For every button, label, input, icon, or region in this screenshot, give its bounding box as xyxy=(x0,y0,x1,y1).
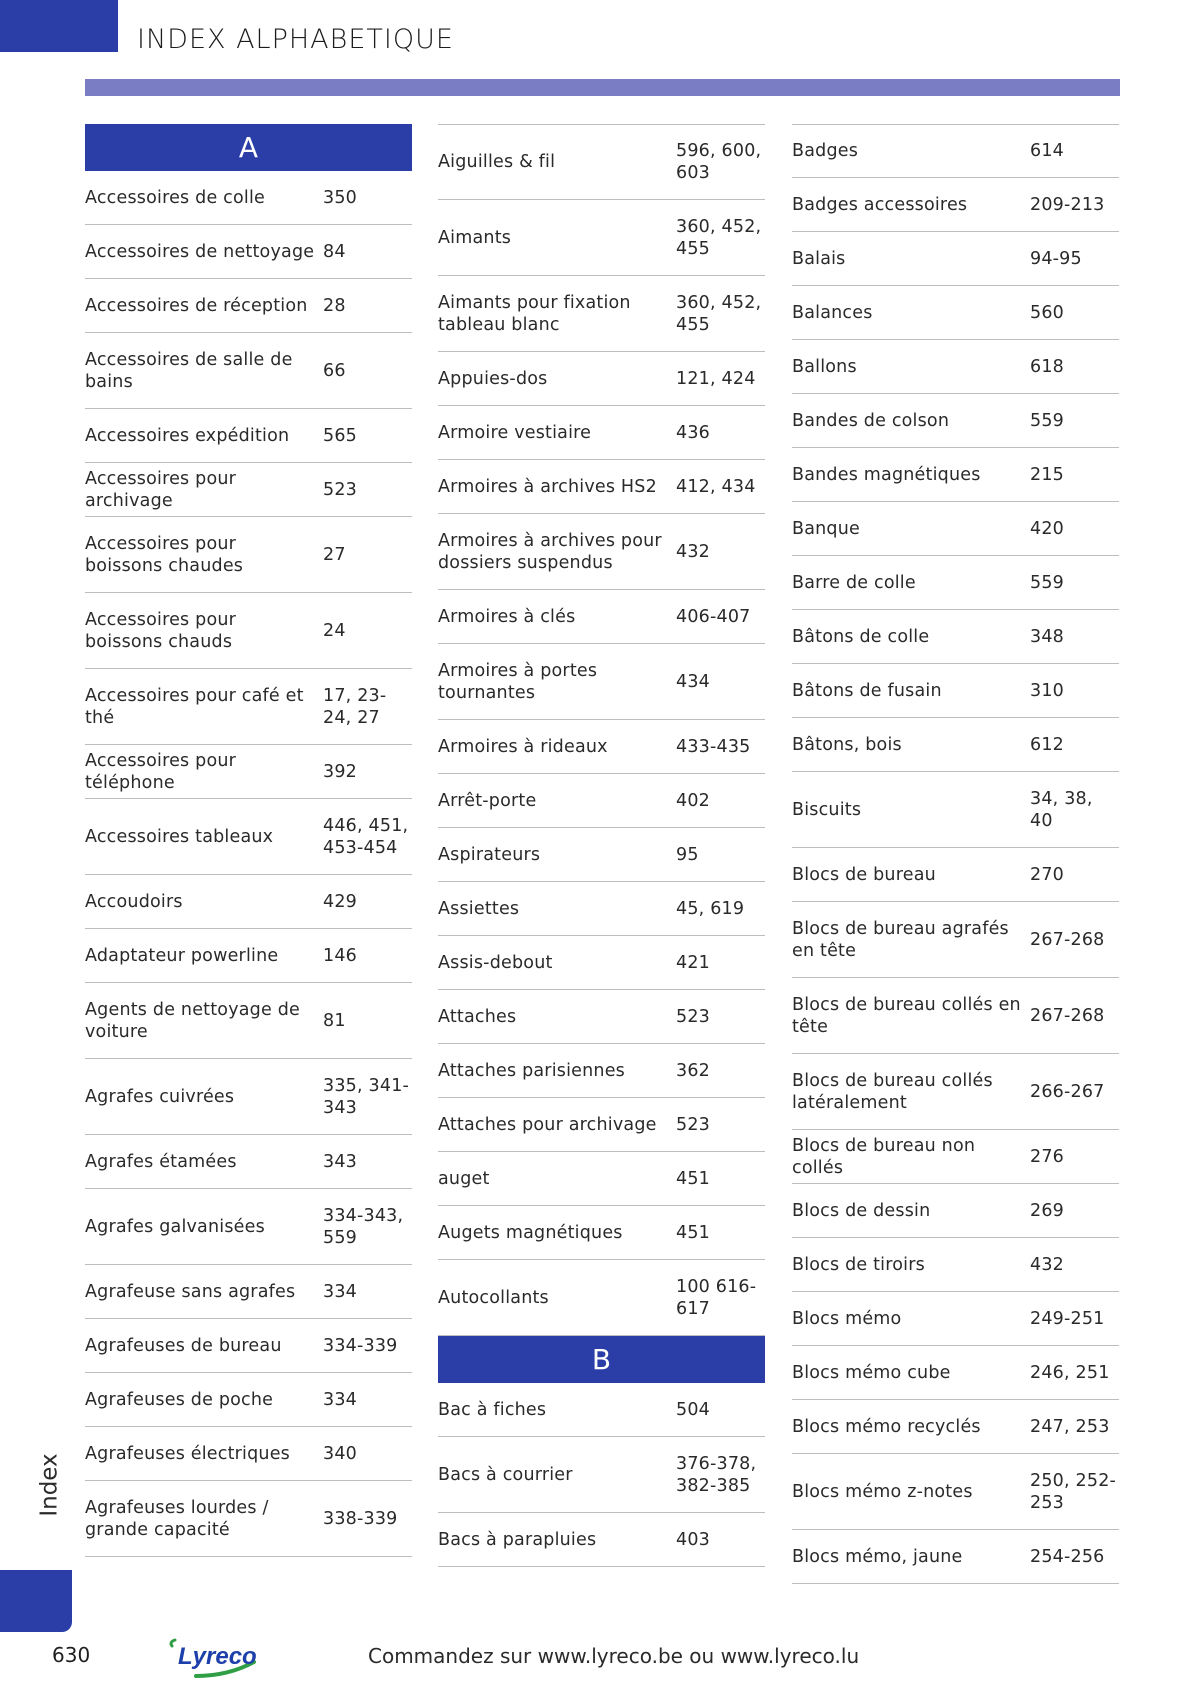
entry-pages: 335, 341-343 xyxy=(323,1075,410,1118)
entry-pages: 446, 451, 453-454 xyxy=(323,815,409,858)
entry-pages: 436 xyxy=(676,422,711,443)
entry-name: Badges xyxy=(792,141,859,161)
index-entry xyxy=(85,1481,412,1557)
index-entry xyxy=(792,502,1119,556)
entry-name: Aspirateurs xyxy=(438,844,541,865)
index-entry xyxy=(438,1152,765,1206)
entry-name: Accoudoirs xyxy=(85,891,183,912)
entry-name: Bandes de colson xyxy=(792,410,950,431)
entry-pages: 267-268 xyxy=(1030,929,1105,950)
index-entry xyxy=(85,279,412,333)
index-entry xyxy=(438,406,765,460)
index-entry xyxy=(438,1098,765,1152)
index-entry xyxy=(438,1260,765,1336)
lyreco-logo xyxy=(166,1636,262,1680)
entry-name: Bâtons de fusain xyxy=(792,680,942,701)
entry-name: Biscuits xyxy=(792,799,862,820)
page-title: INDEX ALPHABETIQUE xyxy=(137,24,454,55)
entry-name: Agrafes cuivrées xyxy=(85,1086,235,1107)
entry-pages: 24 xyxy=(323,620,346,641)
entry-name: Agrafeuses électriques xyxy=(85,1443,291,1464)
index-entry xyxy=(792,610,1119,664)
entry-name: Bac à fiches xyxy=(438,1399,547,1420)
index-entry xyxy=(792,848,1119,902)
entry-name: Blocs de bureau collés en tête xyxy=(792,994,1021,1037)
index-entry xyxy=(438,882,765,936)
entry-name: Adaptateur powerline xyxy=(85,945,279,966)
entry-pages: 94-95 xyxy=(1030,248,1082,269)
index-entry xyxy=(792,1454,1119,1530)
entry-name: Armoires à clés xyxy=(438,606,576,627)
index-entry xyxy=(792,232,1119,286)
index-entry xyxy=(85,1373,412,1427)
side-label xyxy=(30,1445,70,1525)
index-entry xyxy=(85,463,412,517)
index-entry xyxy=(85,745,412,799)
index-entry xyxy=(85,225,412,279)
entry-pages: 420 xyxy=(1030,518,1065,539)
entry-pages: 45, 619 xyxy=(676,898,745,919)
entry-name: Barre de colle xyxy=(792,572,916,593)
entry-pages: 451 xyxy=(676,1168,711,1189)
entry-pages: 433-435 xyxy=(676,736,751,757)
entry-name: Assiettes xyxy=(438,898,520,919)
entry-name: Accessoires de réception xyxy=(85,295,308,316)
entry-pages: 66 xyxy=(323,360,346,381)
index-entry xyxy=(792,1054,1119,1130)
index-entry xyxy=(792,124,1119,178)
index-entry xyxy=(85,1135,412,1189)
entry-pages: 249-251 xyxy=(1030,1308,1105,1329)
index-entry xyxy=(792,664,1119,718)
index-entry xyxy=(85,1427,412,1481)
entry-name: Balances xyxy=(792,302,873,323)
index-entry xyxy=(792,1400,1119,1454)
index-entry xyxy=(438,1383,765,1437)
entry-pages: 403 xyxy=(676,1529,711,1550)
index-entry xyxy=(438,460,765,514)
index-column-2 xyxy=(438,124,765,1567)
entry-pages: 612 xyxy=(1030,734,1065,755)
entry-name: Accessoires de nettoyage xyxy=(85,241,315,262)
index-entry xyxy=(792,772,1119,848)
entry-name: Armoires à archives HS2 xyxy=(438,476,657,497)
entry-pages: 559 xyxy=(1030,572,1065,593)
entry-pages: 334-343, 559 xyxy=(323,1205,404,1248)
index-entry xyxy=(85,333,412,409)
entry-name: Bacs à parapluies xyxy=(438,1529,597,1550)
index-entry xyxy=(792,1184,1119,1238)
index-entry xyxy=(85,593,412,669)
index-entry xyxy=(85,1319,412,1373)
entry-pages: 596, 600, 603 xyxy=(676,141,762,183)
title-bar xyxy=(85,79,1120,96)
entry-name: Accessoires pour boissons chauds xyxy=(85,609,237,652)
entry-pages: 338-339 xyxy=(323,1508,398,1529)
entry-pages: 246, 251 xyxy=(1030,1362,1110,1383)
entry-name: Blocs de tiroirs xyxy=(792,1254,925,1275)
index-entry xyxy=(438,1513,765,1567)
entry-pages: 559 xyxy=(1030,410,1065,431)
entry-pages: 376-378, 382-385 xyxy=(676,1453,757,1496)
index-entry xyxy=(438,352,765,406)
entry-name: Bâtons de colle xyxy=(792,626,930,647)
entry-pages: 560 xyxy=(1030,302,1065,323)
entry-pages: 334 xyxy=(323,1281,358,1302)
index-entry xyxy=(438,720,765,774)
entry-pages: 523 xyxy=(676,1114,711,1135)
index-entry xyxy=(85,1189,412,1265)
entry-pages: 254-256 xyxy=(1030,1546,1105,1567)
entry-pages: 95 xyxy=(676,844,699,865)
entry-name: Bandes magnétiques xyxy=(792,464,981,485)
index-entry xyxy=(85,1059,412,1135)
entry-pages: 17, 23-24, 27 xyxy=(323,685,387,728)
index-column-1 xyxy=(85,124,412,1557)
entry-pages: 392 xyxy=(323,761,358,782)
entry-name: Assis-debout xyxy=(438,952,553,973)
entry-pages: 451 xyxy=(676,1222,711,1243)
entry-pages: 84 xyxy=(323,241,346,262)
index-entry xyxy=(792,1238,1119,1292)
entry-name: Bâtons, bois xyxy=(792,734,902,755)
entry-name: Blocs de dessin xyxy=(792,1200,931,1221)
index-entry xyxy=(792,902,1119,978)
entry-pages: 310 xyxy=(1030,680,1065,701)
index-entry xyxy=(792,556,1119,610)
entry-pages: 81 xyxy=(323,1010,346,1031)
index-entry xyxy=(438,1044,765,1098)
entry-pages: 421 xyxy=(676,952,711,973)
entry-name: Blocs mémo cube xyxy=(792,1362,951,1383)
index-entry xyxy=(85,1265,412,1319)
entry-name: Blocs mémo recyclés xyxy=(792,1416,981,1437)
entry-pages: 565 xyxy=(323,425,358,446)
letter-header: A xyxy=(85,124,412,171)
entry-pages: 250, 252-253 xyxy=(1030,1470,1117,1513)
index-entry xyxy=(438,828,765,882)
index-entry xyxy=(438,644,765,720)
entry-name: Aimants pour fixation tableau blanc xyxy=(438,292,631,335)
entry-pages: 266-267 xyxy=(1030,1081,1105,1102)
entry-name: Autocollants xyxy=(438,1287,549,1308)
entry-pages: 406-407 xyxy=(676,606,751,627)
index-entry xyxy=(792,448,1119,502)
side-tab xyxy=(0,1570,72,1632)
index-entry xyxy=(85,409,412,463)
entry-name: Attaches parisiennes xyxy=(438,1060,625,1081)
entry-pages: 360, 452, 455 xyxy=(676,216,762,259)
entry-pages: 523 xyxy=(676,1006,711,1027)
entry-name: Blocs mémo, jaune xyxy=(792,1546,963,1567)
entry-name: Agrafeuses de bureau xyxy=(85,1335,282,1356)
entry-pages: 340 xyxy=(323,1443,358,1464)
entry-name: Blocs de bureau collés latéralement xyxy=(792,1070,993,1113)
entry-name: Armoires à portes tournantes xyxy=(438,660,598,703)
entry-name: Banque xyxy=(792,518,860,539)
index-entry xyxy=(85,983,412,1059)
entry-name: Attaches pour archivage xyxy=(438,1114,657,1135)
entry-pages: 523 xyxy=(323,479,358,500)
entry-name: Badges accessoires xyxy=(792,194,968,215)
entry-name: Arrêt-porte xyxy=(438,790,537,811)
entry-name: Accessoires pour boissons chaudes xyxy=(85,533,244,576)
logo-text: Lyreco xyxy=(178,1643,257,1670)
order-url-text: Commandez sur www.lyreco.be ou www.lyreco.lu xyxy=(368,1644,860,1668)
index-entry xyxy=(438,1437,765,1513)
entry-pages: 121, 424 xyxy=(676,368,756,389)
page-number: 630 xyxy=(52,1643,91,1667)
entry-name: Accessoires pour archivage xyxy=(85,468,237,511)
index-entry xyxy=(438,990,765,1044)
entry-pages: 432 xyxy=(1030,1254,1065,1275)
entry-pages: 350 xyxy=(323,187,358,208)
entry-name: Accessoires pour café et thé xyxy=(85,685,304,728)
entry-name: Blocs de bureau xyxy=(792,864,936,885)
index-entry xyxy=(85,669,412,745)
index-entry xyxy=(792,340,1119,394)
entry-pages: 27 xyxy=(323,544,346,565)
entry-pages: 402 xyxy=(676,790,711,811)
entry-name: Blocs de bureau agrafés en tête xyxy=(792,918,1009,961)
index-entry xyxy=(438,276,765,352)
letter-header: B xyxy=(438,1336,765,1383)
entry-pages: 434 xyxy=(676,671,711,692)
entry-pages: 618 xyxy=(1030,356,1065,377)
index-entry xyxy=(438,590,765,644)
entry-name: Bacs à courrier xyxy=(438,1464,573,1485)
entry-pages: 429 xyxy=(323,891,358,912)
entry-pages: 412, 434 xyxy=(676,476,756,497)
entry-pages: 362 xyxy=(676,1060,711,1081)
index-entry xyxy=(85,517,412,593)
entry-pages: 432 xyxy=(676,541,711,562)
entry-pages: 334 xyxy=(323,1389,358,1410)
entry-name: Accessoires de salle de bains xyxy=(85,349,293,392)
index-entry xyxy=(792,1530,1119,1584)
entry-name: Armoires à rideaux xyxy=(438,736,608,757)
index-column-3 xyxy=(792,124,1119,1584)
entry-pages: 360, 452, 455 xyxy=(676,292,762,335)
entry-pages: 215 xyxy=(1030,464,1065,485)
side-label-text: Index xyxy=(37,1453,64,1517)
entry-name: Agrafeuses de poche xyxy=(85,1389,274,1410)
entry-pages: 614 xyxy=(1030,141,1065,161)
index-entry xyxy=(438,936,765,990)
entry-pages: 504 xyxy=(676,1399,711,1420)
index-entry xyxy=(792,394,1119,448)
entry-name: Augets magnétiques xyxy=(438,1222,623,1243)
entry-name: Accessoires tableaux xyxy=(85,826,274,847)
entry-name: Agrafes galvanisées xyxy=(85,1216,265,1237)
entry-name: Aimants xyxy=(438,227,512,248)
entry-name: Armoires à archives pour dossiers suspendus xyxy=(438,530,662,573)
entry-name: Blocs mémo xyxy=(792,1308,902,1329)
entry-name: Accessoires de colle xyxy=(85,187,265,208)
entry-name: Armoire vestiaire xyxy=(438,422,592,443)
index-entry xyxy=(85,171,412,225)
entry-pages: 276 xyxy=(1030,1146,1065,1167)
index-entry xyxy=(85,799,412,875)
index-entry xyxy=(85,929,412,983)
index-entry xyxy=(438,200,765,276)
entry-name: Blocs mémo z-notes xyxy=(792,1481,973,1502)
index-entry xyxy=(792,718,1119,772)
entry-name: Agents de nettoyage de voiture xyxy=(85,999,300,1042)
entry-name: Attaches xyxy=(438,1006,517,1027)
entry-pages: 270 xyxy=(1030,864,1065,885)
entry-name: auget xyxy=(438,1168,490,1189)
index-entry xyxy=(792,178,1119,232)
entry-pages: 247, 253 xyxy=(1030,1416,1110,1437)
entry-pages: 334-339 xyxy=(323,1335,398,1356)
index-entry xyxy=(792,1130,1119,1184)
entry-name: Aiguilles & fil xyxy=(438,152,556,172)
entry-pages: 209-213 xyxy=(1030,194,1105,215)
index-entry xyxy=(792,978,1119,1054)
entry-pages: 146 xyxy=(323,945,358,966)
entry-name: Blocs de bureau non collés xyxy=(792,1135,976,1178)
entry-name: Accessoires pour téléphone xyxy=(85,750,237,793)
entry-pages: 28 xyxy=(323,295,346,316)
index-entry xyxy=(792,286,1119,340)
entry-name: Balais xyxy=(792,248,846,269)
entry-name: Accessoires expédition xyxy=(85,425,290,446)
index-entry xyxy=(438,124,765,200)
entry-name: Agrafeuse sans agrafes xyxy=(85,1281,296,1302)
index-entry xyxy=(438,514,765,590)
index-entry xyxy=(85,875,412,929)
entry-pages: 269 xyxy=(1030,1200,1065,1221)
index-entry xyxy=(438,774,765,828)
entry-pages: 348 xyxy=(1030,626,1065,647)
corner-block xyxy=(0,0,118,52)
entry-pages: 343 xyxy=(323,1151,358,1172)
entry-name: Ballons xyxy=(792,356,857,377)
index-entry xyxy=(792,1292,1119,1346)
entry-name: Agrafes étamées xyxy=(85,1151,237,1172)
entry-name: Appuies-dos xyxy=(438,368,548,389)
index-entry xyxy=(792,1346,1119,1400)
entry-name: Agrafeuses lourdes / grande capacité xyxy=(85,1497,269,1540)
entry-pages: 267-268 xyxy=(1030,1005,1105,1026)
entry-pages: 34, 38, 40 xyxy=(1030,788,1093,831)
entry-pages: 100 616-617 xyxy=(676,1276,757,1319)
index-entry xyxy=(438,1206,765,1260)
